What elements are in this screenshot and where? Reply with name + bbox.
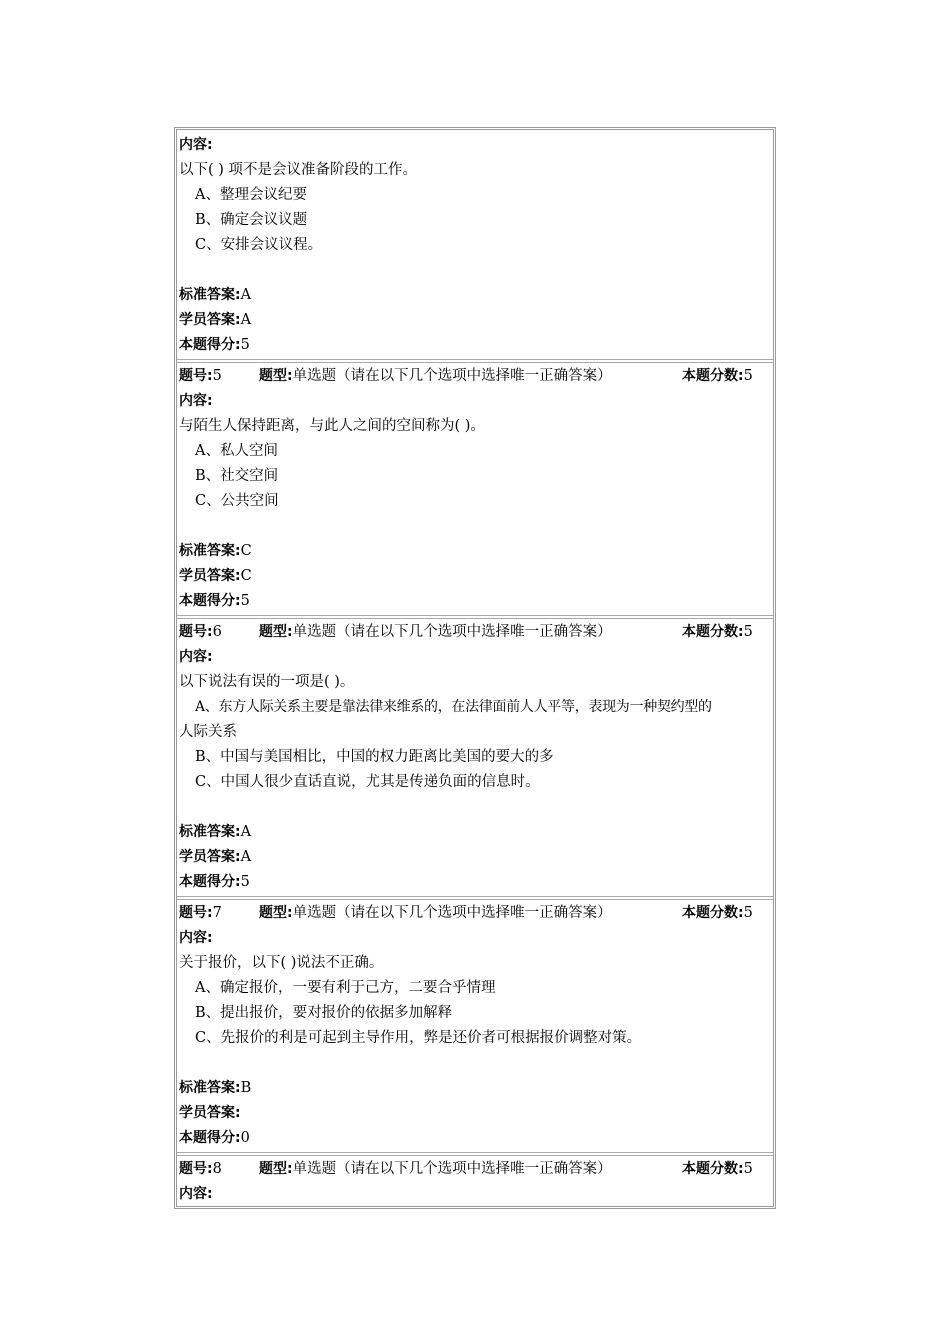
score-earned <box>179 589 250 614</box>
option-a: A、确定报价，一要有利于己方，二要合乎情理 <box>195 980 496 996</box>
question-number-label: 题号: <box>179 368 213 384</box>
question-score-label: 本题分数: <box>682 905 744 921</box>
option-b: B、提出报价，要对报价的依据多加解释 <box>195 1005 453 1021</box>
question-header <box>179 1157 771 1182</box>
standard-answer-value: A <box>240 824 252 840</box>
question-number: 7 <box>212 905 222 921</box>
score-earned-value: 5 <box>240 337 250 353</box>
student-answer <box>179 564 252 589</box>
question-header <box>179 364 771 389</box>
question-score: 5 <box>743 905 753 921</box>
score-earned-label: 本题得分: <box>179 593 241 609</box>
student-answer-value: A <box>240 312 252 328</box>
content-label: 内容: <box>179 137 213 153</box>
score-earned-value: 5 <box>240 874 250 890</box>
score-earned-label: 本题得分: <box>179 1130 241 1146</box>
option-b: B、社交空间 <box>195 468 279 484</box>
question-type: 单选题（请在以下几个选项中选择唯一正确答案） <box>292 905 612 921</box>
content-label: 内容: <box>179 1186 213 1202</box>
student-answer-label: 学员答案: <box>179 849 241 865</box>
question-type-label: 题型: <box>259 905 293 921</box>
score-earned <box>179 1126 250 1151</box>
standard-answer <box>179 1076 251 1101</box>
question-number: 8 <box>212 1161 222 1177</box>
student-answer-label: 学员答案: <box>179 568 241 584</box>
question-type-label: 题型: <box>259 368 293 384</box>
student-answer <box>179 845 251 870</box>
option-a: A、私人空间 <box>195 443 278 459</box>
standard-answer <box>179 820 251 845</box>
standard-answer-value: A <box>240 287 252 303</box>
question-score-label: 本题分数: <box>682 624 744 640</box>
score-earned <box>179 870 250 895</box>
option-c: C、安排会议议程。 <box>195 237 323 253</box>
option-a: A、整理会议纪要 <box>195 187 307 203</box>
row-separator <box>177 1152 773 1156</box>
question-text: 以下( ) 项不是会议准备阶段的工作。 <box>179 162 418 178</box>
option-c: C、先报价的利是可起到主导作用，弊是还价者可根据报价调整对策。 <box>195 1030 642 1046</box>
question-header <box>179 620 771 645</box>
student-answer-label: 学员答案: <box>179 1105 241 1121</box>
question-number: 5 <box>212 368 222 384</box>
standard-answer-label: 标准答案: <box>179 543 241 559</box>
content-label: 内容: <box>179 649 213 665</box>
score-earned-label: 本题得分: <box>179 874 241 890</box>
score-earned <box>179 333 250 358</box>
question-score: 5 <box>743 1161 753 1177</box>
option-c: C、公共空间 <box>195 493 279 509</box>
question-number-label: 题号: <box>179 624 213 640</box>
row-separator <box>177 359 773 363</box>
question-number-label: 题号: <box>179 1161 213 1177</box>
question-type-label: 题型: <box>259 624 293 640</box>
option-c: C、中国人很少直话直说，尤其是传递负面的信息时。 <box>195 774 540 790</box>
question-header <box>179 901 771 926</box>
content-label: 内容: <box>179 930 213 946</box>
question-text: 以下说法有误的一项是( )。 <box>179 674 355 690</box>
option-b: B、中国与美国相比，中国的权力距离比美国的要大的多 <box>195 749 554 765</box>
standard-answer <box>179 283 251 308</box>
question-text: 关于报价，以下( )说法不正确。 <box>179 955 384 971</box>
standard-answer-label: 标准答案: <box>179 1080 241 1096</box>
student-answer <box>179 308 251 333</box>
question-score-label: 本题分数: <box>682 1161 744 1177</box>
question-score-label: 本题分数: <box>682 368 744 384</box>
question-score: 5 <box>743 624 753 640</box>
row-separator <box>177 615 773 619</box>
question-type: 单选题（请在以下几个选项中选择唯一正确答案） <box>292 1161 612 1177</box>
standard-answer-label: 标准答案: <box>179 287 241 303</box>
student-answer-value: A <box>240 849 252 865</box>
option-a: A、东方人际关系主要是靠法律来维系的，在法律面前人人平等，表现为一种契约型的 <box>195 699 712 715</box>
option-b: B、确定会议议题 <box>195 212 308 228</box>
question-number: 6 <box>212 624 222 640</box>
question-type: 单选题（请在以下几个选项中选择唯一正确答案） <box>292 624 612 640</box>
content-label: 内容: <box>179 393 213 409</box>
student-answer-label: 学员答案: <box>179 312 241 328</box>
student-answer-value: C <box>240 568 252 584</box>
question-text: 与陌生人保持距离，与此人之间的空间称为( )。 <box>179 418 485 434</box>
standard-answer <box>179 539 252 564</box>
question-type-label: 题型: <box>259 1161 293 1177</box>
standard-answer-label: 标准答案: <box>179 824 241 840</box>
student-answer <box>179 1101 241 1126</box>
exam-result-table <box>174 127 776 1209</box>
standard-answer-value: C <box>240 543 252 559</box>
question-number-label: 题号: <box>179 905 213 921</box>
standard-answer-value: B <box>240 1080 252 1096</box>
score-earned-value: 5 <box>240 593 250 609</box>
option-a-continued: 人际关系 <box>179 724 237 740</box>
question-score: 5 <box>743 368 753 384</box>
score-earned-value: 0 <box>240 1130 250 1146</box>
score-earned-label: 本题得分: <box>179 337 241 353</box>
question-type: 单选题（请在以下几个选项中选择唯一正确答案） <box>292 368 612 384</box>
row-separator <box>177 896 773 900</box>
